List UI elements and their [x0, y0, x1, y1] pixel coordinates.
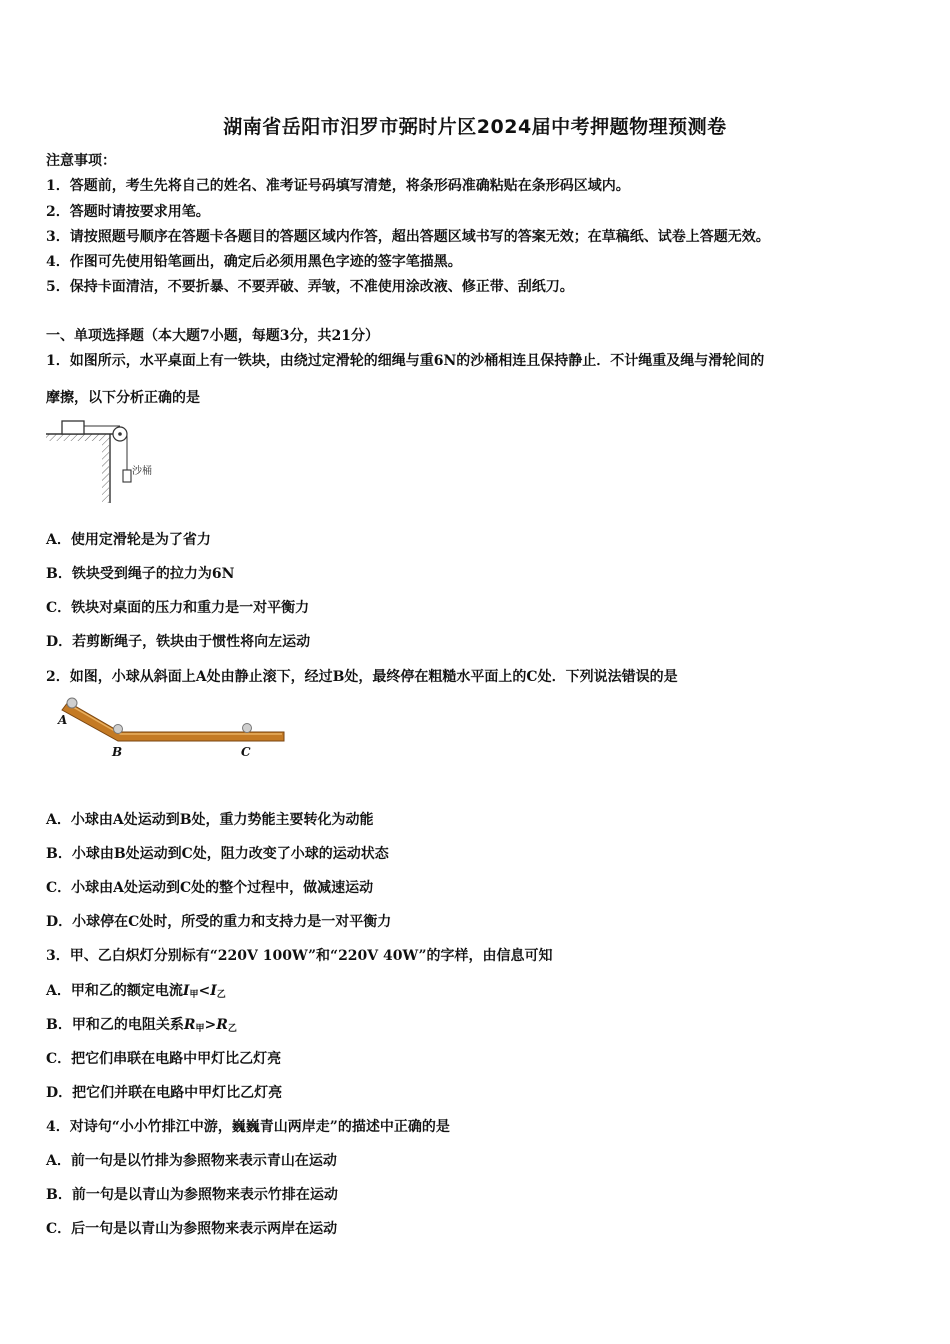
question-4-option-c: C．后一句是以青山为参照物来表示两岸在运动	[46, 1221, 338, 1237]
question-1-stem-cont: 摩擦，以下分析正确的是	[46, 390, 200, 406]
question-3-option-c: C．把它们串联在电路中甲灯比乙灯亮	[46, 1051, 282, 1067]
question-4-option-b: B．前一句是以青山为参照物来表示竹排在运动	[46, 1187, 338, 1203]
notice-item: 3．请按照题号顺序在答题卡各题目的答题区域内作答，超出答题区域书写的答案无效；在草稿纸、试卷上答题无效。	[46, 229, 770, 245]
notice-item: 1．答题前，考生先将自己的姓名、准考证号码填写清楚，将条形码准确粘贴在条形码区域内。	[46, 178, 630, 194]
question-1-option-c: C．铁块对桌面的压力和重力是一对平衡力	[46, 600, 310, 616]
page-title: 湖南省岳阳市汨罗市弼时片区2024届中考押题物理预测卷	[223, 116, 727, 138]
sand-bucket-label: 沙桶	[132, 466, 152, 477]
notice-item: 5．保持卡面清洁，不要折暴、不要弄破、弄皱，不准使用涂改液、修正带、刮纸刀。	[46, 279, 574, 295]
question-3-option-d: D．把它们并联在电路中甲灯比乙灯亮	[46, 1085, 283, 1101]
point-c-label: C	[241, 745, 251, 759]
notice-heading: 注意事项：	[46, 153, 116, 169]
question-3-option-a: A．甲和乙的额定电流$I_甲<I_乙$	[46, 983, 226, 1000]
ramp-figure	[54, 696, 290, 762]
question-2-option-d: D．小球停在C处时，所受的重力和支持力是一对平衡力	[46, 914, 392, 930]
notice-item: 2．答题时请按要求用笔。	[46, 204, 210, 220]
notice-item: 4．作图可先使用铅笔画出，确定后必须用黑色字迹的签字笔描黑。	[46, 254, 462, 270]
point-a-label: A	[58, 713, 68, 727]
question-2-stem: 2．如图，小球从斜面上A处由静止滚下，经过B处，最终停在粗糙水平面上的C处．下列说法错误的是	[46, 669, 678, 685]
point-b-label: B	[112, 745, 123, 759]
question-1-option-a: A．使用定滑轮是为了省力	[46, 532, 211, 548]
section-heading: 一、单项选择题（本大题7小题，每题3分，共21分）	[46, 328, 379, 344]
question-2-option-a: A．小球由A处运动到B处，重力势能主要转化为动能	[46, 812, 374, 828]
question-2-option-c: C．小球由A处运动到C处的整个过程中，做减速运动	[46, 880, 374, 896]
question-1-option-d: D．若剪断绳子，铁块由于惯性将向左运动	[46, 634, 311, 650]
question-1-stem: 1．如图所示，水平桌面上有一铁块，由绕过定滑轮的细绳与重6N的沙桶相连且保持静止．不计绳重及绳与滑轮间的	[46, 353, 765, 369]
question-3-option-b: B．甲和乙的电阻关系$R_甲>R_乙$	[46, 1017, 237, 1034]
question-4-option-a: A．前一句是以竹排为参照物来表示青山在运动	[46, 1153, 337, 1169]
question-3-stem: 3．甲、乙白炽灯分别标有“220V 100W”和“220V 40W”的字样，由信息可知	[46, 948, 553, 964]
question-2-option-b: B．小球由B处运动到C处，阻力改变了小球的运动状态	[46, 846, 389, 862]
question-4-stem: 4．对诗句“小小竹排江中游，巍巍青山两岸走”的描述中正确的是	[46, 1119, 450, 1135]
pulley-figure	[44, 418, 174, 506]
question-1-option-b: B．铁块受到绳子的拉力为6N	[46, 566, 235, 582]
